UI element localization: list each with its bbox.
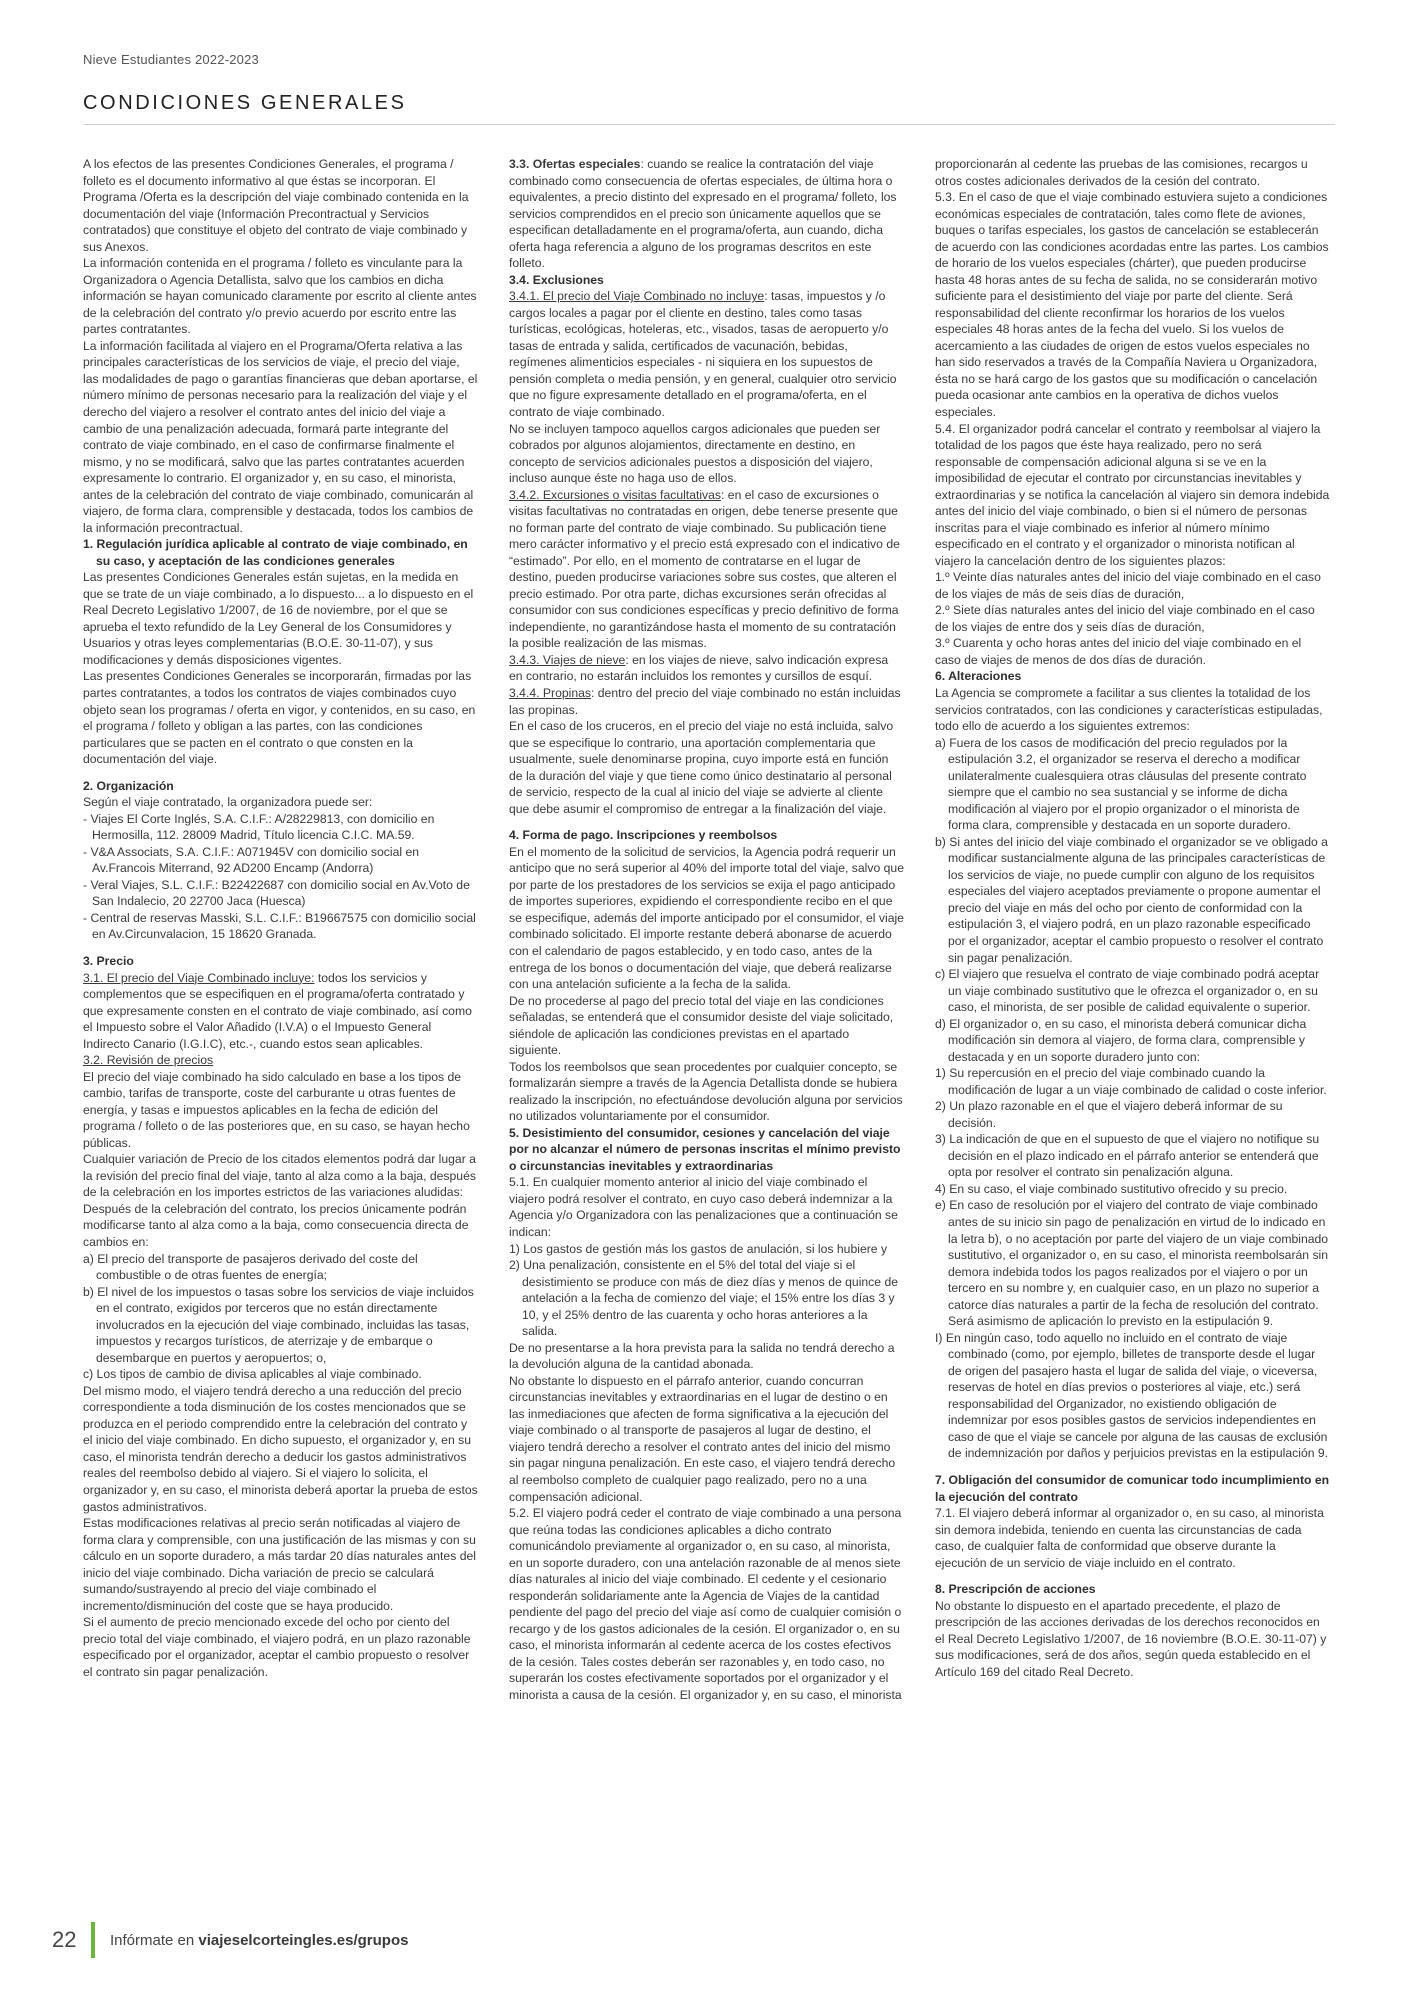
paragraph-text: Todos los reembolsos que sean procedentes por cualquier concepto, se formalizarán siempre a través de la Agencia Detallista donde se hubiera realizado la inscripción, no efectuándose devolución alguna por servicios no utilizados voluntariamente por el consumidor. <box>509 1059 903 1124</box>
paragraph-text: b) Si antes del inicio del viaje combinado el organizador se ve obligado a modificar sustancialmente alguna de las principales características de los servicios de viaje, no puede cumplir con alguno de los requisitos especiales del viajero aceptados previamente o propone aumentar el precio del viaje en más del ocho por ciento de conformidad con la estipulación 3, el viajero podrá, en un plazo razonable especificado por el organizador, aceptar el cambio propuesto o resolver el contrato sin pagar penalización. <box>935 834 1328 965</box>
subsection-label: 3.4.1. El precio del Viaje Combinado no incluye <box>509 289 765 304</box>
body-paragraph <box>935 966 1330 1016</box>
paragraph-text: 2. Organización <box>83 778 174 793</box>
paragraph-text: La información contenida en el programa / folleto es vinculante para la Organizadora o Agencia Detallista, salvo que los cambios en dicha información se hayan comunicado claramente por escrito al cliente antes de la celebración del contrato y/o previo acuerdo por escrito entre las partes contratantes. <box>83 256 477 337</box>
body-paragraph <box>509 844 904 993</box>
paragraph-text: a) Fuera de los casos de modificación del precio regulados por la estipulación 3.2, el organizador se reserva el derecho a modificar unilateralmente cualesquiera otras cláusulas del presente contrato siempre que el cambio no sea sustancial y se informe de dicha modificación al viajero por el propio organizador o el minorista de forma clara, comprensible y destacada en un soporte duradero. <box>935 735 1307 833</box>
paragraph-text: : cuando se realice la contratación del viaje combinado como consecuencia de ofertas especiales, de última hora o equivalentes, a precio distinto del expresado en el programa/ folleto, los servicios comprendidos en el precio son únicamente aquellos que se especifican detalladamente en el programa/oferta, aun cuando, dicha oferta haga referencia a alguno de los programas descritos en este folleto. <box>509 157 897 271</box>
section-heading <box>509 272 904 289</box>
paragraph-text: c) El viajero que resuelva el contrato de viaje combinado podrá aceptar un viaje combinado sustitutivo que le ofrezca el organizador o, en su caso, el minorista, de ser posible de calidad equivalente o superior. <box>935 967 1320 1015</box>
footer-website[interactable]: viajeselcorteingles.es/grupos <box>198 1932 409 1949</box>
body-paragraph <box>83 255 478 338</box>
body-paragraph <box>83 1366 478 1383</box>
paragraph-text: 1.º Veinte días naturales antes del inicio del viaje combinado en el caso de los viajes de más de seis días de duración, <box>935 570 1321 601</box>
body-paragraph <box>83 1201 478 1251</box>
section-heading <box>509 827 904 844</box>
paragraph-text: 7.1. El viajero deberá informar al organizador o, en su caso, al minorista sin demora indebida, teniendo en cuenta las circunstancias de cada caso, de cualquier falta de conformidad que observe durante la ejecución de un servicio de viaje incluido en el contrato. <box>935 1506 1324 1570</box>
paragraph-text: Las presentes Condiciones Generales se incorporarán, firmadas por las partes contratantes, a todos los contratos de viajes combinados cuyo objeto sean los programas / oferta en vigor, y contenidos, en su caso, en el programa / folleto y obligan a las partes, con las condiciones particulares que se pacten en el contrato o que consten en la documentación del viaje. <box>83 669 476 767</box>
paragraph-text: todos los servicios y complementos que se especifiquen en el programa/oferta contratado y que expresamente consten en el contrato de viaje combinado, así como el Impuesto sobre el Valor Añadido (I.V.A) o el Impuesto General Indirecto Canario (I.G.I.C), etc.-, cuando estos sean aplicables. <box>83 970 472 1051</box>
body-paragraph <box>509 993 904 1059</box>
body-paragraph <box>509 685 904 718</box>
body-paragraph <box>509 1241 904 1258</box>
body-paragraph <box>83 1151 478 1201</box>
paragraph-text: 5.1. En cualquier momento anterior al inicio del viaje combinado el viajero podrá resolver el contrato, en cuyo caso deberá indemnizar a la Agencia y/o Organizadora con las penalizaciones que a continuación se indican: <box>509 1175 898 1239</box>
paragraph-text: El precio del viaje combinado ha sido calculado en base a los tipos de cambio, tarifas de transporte, coste del carburante u otras fuentes de energía, y tasas e impuestos aplicables en la fecha de edición del programa / folleto o de las posteriores que, en su caso, se hayan hecho públicas. <box>83 1069 470 1150</box>
paragraph-text: No obstante lo dispuesto en el apartado precedente, el plazo de prescripción de las acciones derivadas de los derechos reconocidos en el Real Decreto Legislativo 1/2007, de 16 noviembre (B.O.E. 30-11-07) y sus modificaciones, será de dos años, según queda establecido en el Artículo 169 del citado Real Decreto. <box>935 1598 1327 1679</box>
footer-link[interactable] <box>110 1932 408 1949</box>
body-paragraph <box>83 1251 478 1284</box>
subsection-label: 3.4.4. Propinas <box>509 686 591 700</box>
body-paragraph <box>935 1197 1330 1329</box>
body-paragraph <box>935 1131 1330 1181</box>
paragraph-text: De no procederse al pago del precio total del viaje en las condiciones señaladas, se entenderá que el consumidor desiste del viaje solicitado, siéndole de aplicación las condiciones previstas en el apartado siguiente. <box>509 993 894 1058</box>
body-paragraph <box>83 569 478 668</box>
paragraph-text: c) Los tipos de cambio de divisa aplicables al viaje combinado. <box>83 1367 422 1382</box>
paragraph-text: 4) En su caso, el viaje combinado sustitutivo ofrecido y su precio. <box>935 1181 1288 1196</box>
paragraph-text: 1. Regulación jurídica aplicable al contrato de viaje combinado, en su caso, y aceptación de las condiciones generales <box>83 537 468 568</box>
paragraph-text: Según el viaje contratado, la organizadora puede ser: <box>83 795 373 810</box>
body-paragraph <box>935 1181 1330 1198</box>
paragraph-text: 7. Obligación del consumidor de comunicar todo incumplimiento en la ejecución del contrato <box>935 1472 1330 1504</box>
paragraph-text: Después de la celebración del contrato, los precios únicamente podrán modificarse tanto al alza como a la baja, como consecuencia directa de cambios en: <box>83 1201 469 1249</box>
body-paragraph <box>935 735 1330 834</box>
paragraph-text: : en el caso de excursiones o visitas facultativas no contratadas en origen, debe tenerse presente que no forman parte del contrato de viaje combinado. Su publicación tiene mero carácter informativo y el precio está expresado con el indicativo de “estimado”. Por ello, en el momento de contratarse en el lugar de destino, pueden producirse variaciones sobre sus costes, que alteren el precio estimado. Por otra parte, dichas excursiones serán ofrecidas al consumidor con sus condiciones específicas y precio definitivo de forma independiente, no garantizándose hasta el momento de su contratación la posible realización de las mismas. <box>509 487 900 651</box>
body-paragraph <box>935 1098 1330 1131</box>
paragraph-text: La información facilitada al viajero en el Programa/Oferta relativa a las principales características de los servicios de viaje, el precio del viaje, las modalidades de pago o garantías financieras que deban aportarse, el número mínimo de personas necesario para la realización del viaje y el derecho del viajero a resolver el contrato antes del inicio del viaje a cambio de una penalización adecuada, formará parte integrante del contrato de viaje combinado, en el caso de confirmarse finalmente el mismo, y no se modificará, salvo que las partes contratantes acuerden expresamente lo contrario. El organizador y, en su caso, el minorista, antes de la celebración del contrato de viaje combinado, comunicarán al viajero, de forma clara, comprensible y destacada, todos los cambios de la información precontractual. <box>83 338 478 535</box>
section-heading <box>509 1125 904 1175</box>
body-paragraph <box>83 338 478 536</box>
body-paragraph <box>935 1065 1330 1098</box>
paragraph-text: En el caso de los cruceros, en el precio del viaje no está incluida, salvo que se especifique lo contrario, una aportación complementaria que usualmente, suele denominarse propina, cuyo importe está en función de la duración del viaje y que tiene como único destinatario al personal de servicio, respecto de la cual al inicio del viaje se advierte al cliente que debe asumir el compromiso de entregar a la finalización del viaje. <box>509 719 894 816</box>
body-paragraph <box>509 487 904 652</box>
paragraph-text: Las presentes Condiciones Generales están sujetas, en la medida en que se trate de un viaje combinado, a lo dispuesto... a lo dispuesto en el Real Decreto Legislativo 1/2007, de 16 de noviembre, por el que se aprueba el texto refundido de la Ley General de los Consumidores y Usuarios y otras leyes complementarias (B.O.E. 30-11-07), y sus modificaciones y demás disposiciones vigentes. <box>83 570 474 667</box>
body-paragraph <box>83 1052 478 1069</box>
paragraph-text: 3. Precio <box>83 953 134 968</box>
paragraph-text: 2.º Siete días naturales antes del inicio del viaje combinado en el caso de los viajes de entre dos y seis días de duración, <box>935 603 1315 634</box>
section-heading <box>83 953 478 970</box>
paragraph-text: 3.4. Exclusiones <box>509 272 604 287</box>
paragraph-text: Estas modificaciones relativas al precio serán notificadas al viajero de forma clara y comprensible, con una justificación de las mismas y con su cálculo en un soporte duradero, a más tardar 20 días naturales antes del inicio del viaje combinado. Dicha variación de precio se calculará sumando/sustrayendo al precio del viaje combinado el incremento/disminución del coste que se haya producido. <box>83 1516 476 1613</box>
paragraph-text: 4. Forma de pago. Inscripciones y reembolsos <box>509 828 778 843</box>
paragraph-text: No obstante lo dispuesto en el párrafo anterior, cuando concurran circunstancias inevitables y extraordinarias en el lugar de destino o en las inmediaciones que afecten de forma significativa a la ejecución del viaje combinado o al transporte de pasajeros al lugar de destino, el viajero tendrá derecho a resolver el contrato antes del inicio del mismo sin pagar ninguna penalización. En este caso, el viajero tendrá derecho al reembolso completo de cualquier pago realizado, pero no a una compensación adicional. <box>509 1373 896 1504</box>
paragraph-text: 6. Alteraciones <box>935 669 1022 684</box>
body-paragraph <box>935 569 1330 602</box>
paragraph-text: a) El precio del transporte de pasajeros derivado del coste del combustible o de otras fuentes de energía; <box>83 1251 418 1283</box>
subsection-label: 3.2. Revisión de precios <box>83 1053 214 1068</box>
body-paragraph <box>935 685 1330 735</box>
paragraph-text: 1) Su repercusión en el precio del viaje combinado cuando la modificación de lugar a un viaje combinado de calidad o coste inferior. <box>935 1066 1327 1097</box>
body-paragraph <box>509 1340 904 1373</box>
section-heading <box>83 536 478 569</box>
paragraph-text: : en los viajes de nieve, salvo indicación expresa en contrario, no estarán incluidos los remontes y cursillos de esquí. <box>509 652 889 684</box>
paragraph-text: Si el aumento de precio mencionado excede del ocho por ciento del precio total del viaje combinado, el viajero podrá, en un plazo razonable especificado por el organizador, aceptar el cambio propuesto o resolver el contrato sin pagar penalización. <box>83 1615 471 1679</box>
body-paragraph <box>509 1505 904 1703</box>
paragraph-text: e) En caso de resolución por el viajero del contrato de viaje combinado antes de su inicio sin pago de penalización en virtud de lo indicado en la letra b), o no aceptación por parte del viajero de un viaje combinado sustitutivo, el organizador o, en su caso, el minorista reembolsarán sin demora indebida todos los pagos realizados por el viajero o por un tercero en su nombre y, en cualquier caso, en un plazo no superior a catorce días naturales a partir de la fecha de resolución del contrato. Será asimismo de aplicación lo previsto en la estipulación 9. <box>935 1198 1329 1329</box>
title-divider <box>83 124 1335 125</box>
paragraph-text: - Veral Viajes, S.L. C.I.F.: B22422687 con domicilio social en Av.Voto de San Indalecio, 20 22700 Jaca (Huesca) <box>83 877 470 909</box>
subsection-label: 3.4.3. Viajes de nieve <box>509 652 626 667</box>
paragraph-text: A los efectos de las presentes Condiciones Generales, el programa / folleto es el documento informativo al que éstas se incorporan. El Programa /Oferta es la descripción del viaje combinado contenida en la documentación del viaje (Información Precontractual y Servicios contratados) que constituye el objeto del contrato de viaje combinado y sus Anexos. <box>83 157 469 254</box>
section-heading <box>935 668 1330 685</box>
paragraph-text: 8. Prescripción de acciones <box>935 1582 1096 1597</box>
paragraph-text: - Central de reservas Masski, S.L. C.I.F.: B19667575 con domicilio social en Av.Circunvalacion, 15 18620 Granada. <box>83 910 476 942</box>
paragraph-text: I) En ningún caso, todo aquello no incluido en el contrato de viaje combinado (como, por ejemplo, billetes de transporte desde el lugar de origen del pasajero hasta el lugar de salida del viaje, o viceversa, reservas de hotel en días previos o posteriores al viaje, etc.) será responsabilidad del Organizador, no existiendo obligación de indemnizar por esos posibles gastos de servicios independientes en caso de que el viaje se cancele por alguna de las causas de exclusión de indemnización por daños y perjuicios previstas en la estipulación 9. <box>935 1330 1329 1461</box>
body-paragraph <box>83 877 478 910</box>
body-paragraph <box>509 718 904 817</box>
body-paragraph <box>83 970 478 1053</box>
paragraph-text: 5.3. En el caso de que el viaje combinado estuviera sujeto a condiciones económicas especiales de contratación, tales como flete de aviones, buques o tarifas especiales, los gastos de cancelación se establecerán de acuerdo con las condiciones acordadas entre las partes. Los cambios de horario de los vuelos especiales (chárter), que pueden producirse hasta 48 horas antes de su fecha de salida, no se considerarán motivo suficiente para el desistimiento del viaje por parte del cliente. Será responsabilidad del cliente reconfirmar los horarios de los vuelos especiales 48 horas antes de la fecha del vuelo. Si los vuelos de acercamiento a las ciudades de origen de estos vuelos especiales no han sido reservados a través de la Compañía Naviera u Organizadora, ésta no se hará cargo de los gastos que su modificación o cancelación pueda ocasionar ante cambios en la operativa de dichos vuelos especiales. <box>935 190 1329 419</box>
text-column-left <box>83 156 478 1680</box>
paragraph-text: No se incluyen tampoco aquellos cargos adicionales que pueden ser cobrados por algunos alojamientos, directamente en destino, en concepto de servicios adicionales puestos a disposición del viajero, incluso aunque éste no haga uso de ellos. <box>509 421 881 486</box>
body-paragraph <box>509 1059 904 1125</box>
body-paragraph <box>509 652 904 685</box>
section-heading <box>83 778 478 795</box>
body-paragraph <box>83 1515 478 1614</box>
body-paragraph <box>83 811 478 844</box>
body-paragraph <box>509 1373 904 1505</box>
section-heading <box>935 1472 1330 1505</box>
body-paragraph <box>935 635 1330 668</box>
subsection-label: 3.3. Ofertas especiales <box>509 157 641 171</box>
body-paragraph <box>83 1284 478 1367</box>
paragraph-text: La Agencia se compromete a facilitar a sus clientes la totalidad de los servicios contratados, con las condiciones y características estipuladas, todo ello de acuerdo a los siguientes extremos: <box>935 686 1323 734</box>
body-paragraph <box>935 1598 1330 1681</box>
body-paragraph <box>935 421 1330 570</box>
body-paragraph <box>935 834 1330 966</box>
body-paragraph <box>83 1614 478 1680</box>
paragraph-text: b) El nivel de los impuestos o tasas sobre los servicios de viaje incluidos en el contrato, exigidos por terceros que no están directamente involucrados en la ejecución del viaje combinado, incluidas las tasas, impuestos y recargos turísticos, de aterrizaje y de embarque o desembarque en puertos y aeropuertos; o, <box>83 1284 474 1365</box>
paragraph-text: 3) La indicación de que en el supuesto de que el viajero no notifique su decisión en el plazo indicado en el párrafo anterior se entenderá que opta por resolver el contrato sin penalización alguna. <box>935 1132 1320 1180</box>
body-paragraph <box>83 1069 478 1152</box>
body-paragraph <box>509 421 904 487</box>
paragraph-text: En el momento de la solicitud de servicios, la Agencia podrá requerir un anticipo que no será superior al 40% del importe total del viaje, salvo que por parte de los prestadores de los servicios se exija el pago anticipado de importes superiores, expidiendo el correspondiente recibo en el que se especifique, además del importe anticipado por el consumidor, el viaje combinado solicitado. El importe restante deberá abonarse de acuerdo con el calendario de pagos establecido, y en todo caso, antes de la entrega de los bonos o documentación del viaje, que deberá realizarse con una antelación suficiente a la fecha de la salida. <box>509 844 904 992</box>
page-title: CONDICIONES GENERALES <box>83 92 407 114</box>
footer-prefix: Infórmate en <box>110 1932 199 1949</box>
paragraph-text: 3.º Cuarenta y ocho horas antes del inicio del viaje combinado en el caso de viajes de menos de dos días de duración. <box>935 636 1302 667</box>
body-paragraph <box>509 1174 904 1240</box>
paragraph-text: 1) Los gastos de gestión más los gastos de anulación, si los hubiere y <box>509 1241 888 1256</box>
paragraph-text: - Viajes El Corte Inglés, S.A. C.I.F.: A/28229813, con domicilio en Hermosilla, 112. 28009 Madrid, Título licencia C.I.C. MA.59. <box>83 811 435 843</box>
paragraph-text: Cualquier variación de Precio de los citados elementos podrá dar lugar a la revisión del precio final del viaje, tanto al alza como a la baja, después de la celebración en los importes estrictos de las variaciones aludidas: <box>83 1152 476 1200</box>
paragraph-text: d) El organizador o, en su caso, el minorista deberá comunicar dicha modificación sin demora al viajero, de forma clara, comprensible y destacada y en un soporte duradero junto con: <box>935 1016 1307 1064</box>
body-paragraph <box>83 156 478 255</box>
paragraph-text: 5. Desistimiento del consumidor, cesiones y cancelación del viaje por no alcanzar el número de personas inscritas el mínimo previsto o circunstancias inevitables y extraordinarias <box>509 1125 901 1173</box>
body-paragraph <box>935 156 1330 189</box>
paragraph-text: : dentro del precio del viaje combinado no están incluidas las propinas. <box>509 686 901 717</box>
paragraph-text: 5.4. El organizador podrá cancelar el contrato y reembolsar al viajero la totalidad de los pagos que éste haya realizado, pero no será responsable de compensación adicional alguna si se ve en la imposibilidad de ejecutar el contrato por circunstancias inevitables y extraordinarias y se notifica la cancelación al viajero sin demora indebida antes del inicio del viaje combinado, o bien si el número de personas inscritas para el viaje combinado es inferior al número mínimo especificado en el contrato y el organizador o minorista notifican al viajero la cancelación dentro de los siguientes plazos: <box>935 421 1330 568</box>
text-column-middle <box>509 156 904 1703</box>
paragraph-text: 2) Una penalización, consistente en el 5% del total del viaje si el desistimiento se produce con más de diez días y menos de quince de antelación a la fecha de comienzo del viaje; el 15% entre los días 3 y 10, y el 25% dentro de las cuarenta y ocho horas anteriores a la salida. <box>509 1258 898 1339</box>
text-column-right <box>935 156 1330 1680</box>
paragraph-text: proporcionarán al cedente las pruebas de las comisiones, recargos u otros costes adicionales derivados de la cesión del contrato. <box>935 157 1308 188</box>
page-number: 22 <box>52 1927 77 1952</box>
body-paragraph <box>509 156 904 272</box>
body-paragraph <box>83 1383 478 1515</box>
body-paragraph <box>935 1505 1330 1571</box>
body-paragraph <box>509 1257 904 1340</box>
body-paragraph <box>509 288 904 420</box>
body-paragraph <box>935 602 1330 635</box>
paragraph-text: De no presentarse a la hora prevista para la salida no tendrá derecho a la devolución alguna de la cantidad abonada. <box>509 1340 895 1372</box>
footer-accent-bar <box>91 1922 95 1958</box>
body-paragraph <box>83 910 478 943</box>
paragraph-text: Del mismo modo, el viajero tendrá derecho a una reducción del precio correspondiente a toda disminución de los costes mencionados que se produzca en el periodo comprendido entre la celebración del contrato y el inicio del viaje combinado. En dicho supuesto, el organizador y, en su caso, el minorista tendrán derecho a deducir los gastos administrativos reales del reembolso debido al viajero. Si el viajero lo solicita, el organizador y, en su caso, el minorista deberá aportar la prueba de estos gastos administrativos. <box>83 1383 478 1514</box>
body-paragraph <box>83 668 478 767</box>
body-paragraph <box>935 1016 1330 1066</box>
paragraph-text: : tasas, impuestos y /o cargos locales a pagar por el cliente en destino, tales como tasas turísticas, ecológicas, hoteleras, etc., visados, tasas de aeropuerto y/o tasas de entrada y salida, certificados de vacunación, bebidas, regímenes alimenticios especiales - ni siquiera en los supuestos de pensión completa o media pensión, y en general, cualquier otro servicio que no figure expresamente detallado en el programa/oferta, en el contrato de viaje combinado. <box>509 289 897 419</box>
body-paragraph <box>935 1330 1330 1462</box>
body-paragraph <box>935 189 1330 420</box>
paragraph-text: - V&A Associats, S.A. C.I.F.: A071945V con domicilio social en Av.Francois Miterrand, 92 AD200 Encamp (Andorra) <box>83 844 419 876</box>
body-paragraph <box>83 794 478 811</box>
section-heading <box>935 1581 1330 1598</box>
paragraph-text: 5.2. El viajero podrá ceder el contrato de viaje combinado a una persona que reúna todas las condiciones aplicables a dicho contrato comunicándolo previamente al organizador o, en su caso, al minorista, en un soporte duradero, con una antelación razonable de al menos siete días naturales al inicio del viaje combinado. El cedente y el cesionario responderán solidariamente ante la Agencia de Viajes de la cantidad pendiente del pago del precio del viaje así como de cualquier comisión o recargo y de los gastos adicionales de la cesión. El organizador o, en su caso, el minorista informarán al cedente acerca de los costes efectivos de la cesión. Tales costes deberán ser razonables y, en todo caso, no superarán los costes efectivamente soportados por el organizador y el minorista a causa de la cesión. El organizador y, en su caso, el minorista <box>509 1506 902 1702</box>
publication-title: Nieve Estudiantes 2022-2023 <box>83 52 259 67</box>
subsection-label: 3.1. El precio del Viaje Combinado incluye: <box>83 970 315 985</box>
body-paragraph <box>83 844 478 877</box>
subsection-label: 3.4.2. Excursiones o visitas facultativas <box>509 487 722 502</box>
paragraph-text: 2) Un plazo razonable en el que el viajero deberá informar de su decisión. <box>935 1099 1283 1130</box>
